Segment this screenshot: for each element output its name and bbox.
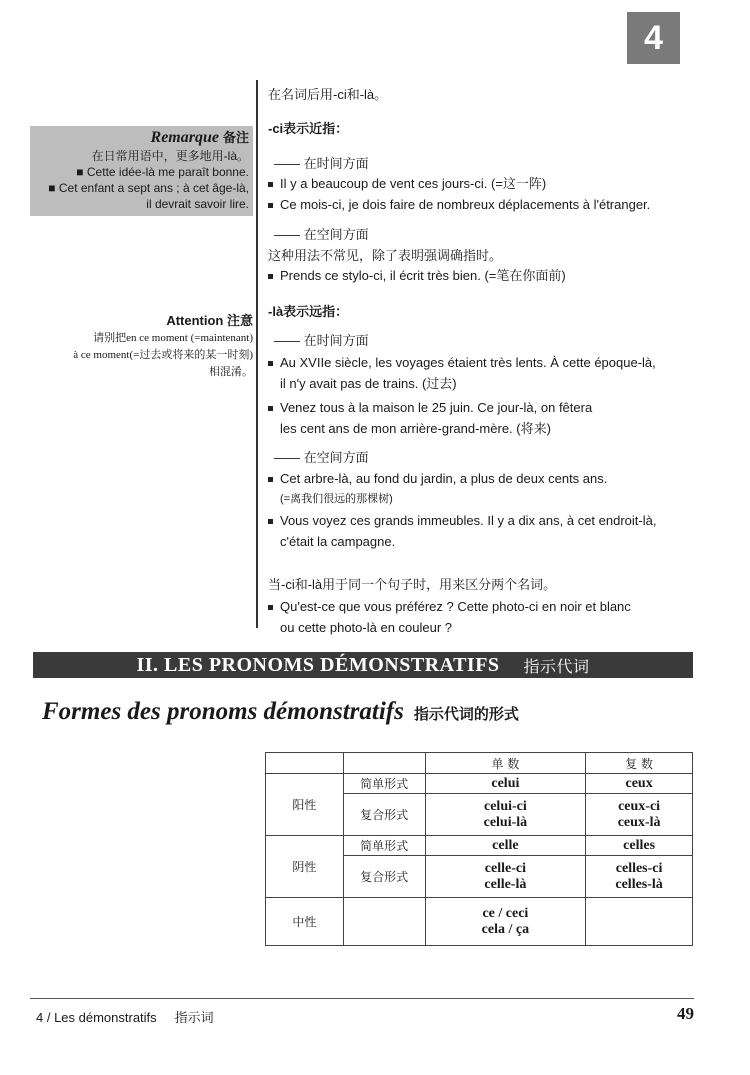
example-text: Il y a beaucoup de vent ces jours-ci. (=这一阵): [280, 176, 547, 191]
table-header: 单 数: [425, 753, 586, 774]
table-cell: 阳性: [266, 774, 344, 836]
table-cell: ceux: [586, 774, 693, 794]
bullet-icon: [268, 406, 273, 411]
section-title: II. LES PRONOMS DÉMONSTRATIFS: [136, 653, 500, 676]
footer-chapter-cn: 指示词: [174, 1010, 214, 1025]
section-heading: [33, 652, 693, 678]
table-cell: [586, 794, 693, 836]
footer-chapter-fr: 4 / Les démonstratifs: [36, 1010, 157, 1025]
list-item: [268, 468, 708, 510]
remark-title: [34, 128, 249, 148]
table-header: 复 数: [586, 753, 693, 774]
list-item: [268, 397, 708, 439]
remark-line: il devrait savoir lire.: [146, 197, 249, 211]
bullet-icon: [268, 519, 273, 524]
remark-title-fr: Remarque: [150, 129, 219, 146]
example-text: ou cette photo-là en couleur ?: [280, 620, 453, 635]
list-item: [268, 596, 708, 638]
chapter-tab: 4: [627, 12, 680, 64]
table-cell: [586, 856, 693, 898]
attention-title: [30, 312, 253, 330]
table-cell: celui: [425, 774, 586, 794]
table-cell: 复合形式: [343, 794, 425, 836]
section-title-cn: 指示代词: [523, 656, 590, 676]
example-text: Prends ce stylo-ci, il écrit très bien. (=笔在你面前): [280, 268, 566, 283]
remark-line: ■ Cette idée-là me paraît bonne.: [76, 165, 249, 179]
table-cell: [586, 898, 693, 946]
example-text: Qu'est-ce que vous préférez ? Cette photo-ci en noir et blanc: [280, 599, 631, 614]
example-text: Ce mois-ci, je dois faire de nombreux déplacements à l'étranger.: [280, 197, 651, 212]
table-row: [266, 898, 693, 946]
cell-line: celui-là: [483, 814, 528, 830]
footer-divider: [30, 998, 694, 999]
remark-box: [30, 126, 253, 216]
ci-space-note: 这种用法不常见，除了表明强调确指时。: [268, 248, 503, 263]
table-cell: celles: [586, 836, 693, 856]
example-text: Vous voyez ces grands immeubles. Il y a dix ans, à cet endroit-là,: [280, 513, 657, 528]
attention-line: 请别把en ce moment (=maintenant): [93, 332, 253, 344]
cell-line: celles-là: [615, 876, 663, 892]
table-cell: celle: [425, 836, 586, 856]
example-text: Cet arbre-là, au fond du jardin, a plus de deux cents ans.: [280, 471, 608, 486]
table-cell: [343, 898, 425, 946]
bullet-icon: [268, 274, 273, 279]
la-space-label: —— 在空间方面: [274, 450, 369, 465]
table-cell: [425, 898, 586, 946]
forms-heading: [42, 698, 519, 726]
remark-example: Cette idée-là me paraît bonne.: [86, 165, 249, 179]
attention-title-cn: 注意: [226, 313, 253, 328]
ci-space-label: —— 在空间方面: [274, 227, 369, 242]
remark-line: 在日常用语中，更多地用-là。: [91, 149, 249, 163]
ci-heading: -ci表示近指：: [268, 121, 349, 136]
table-cell: [343, 753, 425, 774]
cell-line: ce / ceci: [482, 905, 529, 921]
forms-title-cn: 指示代词的形式: [413, 705, 519, 723]
cell-line: celle-ci: [484, 860, 526, 876]
attention-line: à ce moment(=过去或将来的某一时刻): [73, 349, 253, 361]
cell-line: ceux-là: [617, 814, 661, 830]
table-cell: 阴性: [266, 836, 344, 898]
bullet-icon: [268, 182, 273, 187]
la-heading: -là表示远指：: [268, 304, 349, 319]
table-row: [266, 753, 693, 774]
both-note: 当-ci和-là用于同一个句子时，用来区分两个名词。: [268, 577, 557, 592]
example-text: c'était la campagne.: [280, 534, 396, 549]
attention-box: [30, 312, 253, 381]
example-text: (=离我们很远的那棵树): [280, 493, 393, 505]
attention-title-fr: Attention: [166, 313, 224, 328]
list-item: [268, 352, 708, 394]
column-divider: [256, 80, 258, 628]
bullet-icon: [268, 203, 273, 208]
table-cell: 复合形式: [343, 856, 425, 898]
list-item: [268, 194, 708, 215]
example-text: les cent ans de mon arrière-grand-mère. (将来): [280, 421, 551, 436]
cell-line: celui-ci: [484, 798, 527, 814]
table-cell: 简单形式: [343, 774, 425, 794]
page-number: 49: [677, 1004, 694, 1023]
cell-line: cela / ça: [481, 921, 530, 937]
example-text: Venez tous à la maison le 25 juin. Ce jour-là, on fêtera: [280, 400, 593, 415]
example-text: Au XVIIe siècle, les voyages étaient très lents. À cette époque-là,: [280, 355, 656, 370]
forms-title: Formes des pronoms démonstratifs: [42, 698, 404, 725]
bullet-icon: [268, 605, 273, 610]
cell-line: celle-là: [484, 876, 527, 892]
intro-text: 在名词后用-ci和-là。: [268, 87, 388, 102]
list-item: [268, 173, 708, 194]
list-item: [268, 265, 708, 286]
bullet-icon: [268, 361, 273, 366]
table-cell: [266, 753, 344, 774]
table-cell: 中性: [266, 898, 344, 946]
table-cell: [425, 856, 586, 898]
table-cell: [425, 794, 586, 836]
list-item: [268, 510, 708, 552]
forms-table: [265, 752, 693, 946]
example-text: il n'y avait pas de trains. (过去): [280, 376, 457, 391]
la-time-label: —— 在时间方面: [274, 333, 369, 348]
remark-title-cn: 备注: [222, 130, 249, 145]
cell-line: celles-ci: [615, 860, 663, 876]
remark-example: Cet enfant a sept ans ; à cet âge-là,: [58, 181, 249, 195]
table-row: [266, 774, 693, 794]
remark-line: ■ Cet enfant a sept ans ; à cet âge-là,: [48, 181, 249, 195]
table-row: [266, 836, 693, 856]
footer-chapter: [36, 1007, 214, 1026]
table-cell: 简单形式: [343, 836, 425, 856]
attention-line: 相混淆。: [209, 366, 253, 378]
bullet-icon: [268, 477, 273, 482]
cell-line: ceux-ci: [618, 798, 661, 814]
ci-time-label: —— 在时间方面: [274, 156, 369, 171]
